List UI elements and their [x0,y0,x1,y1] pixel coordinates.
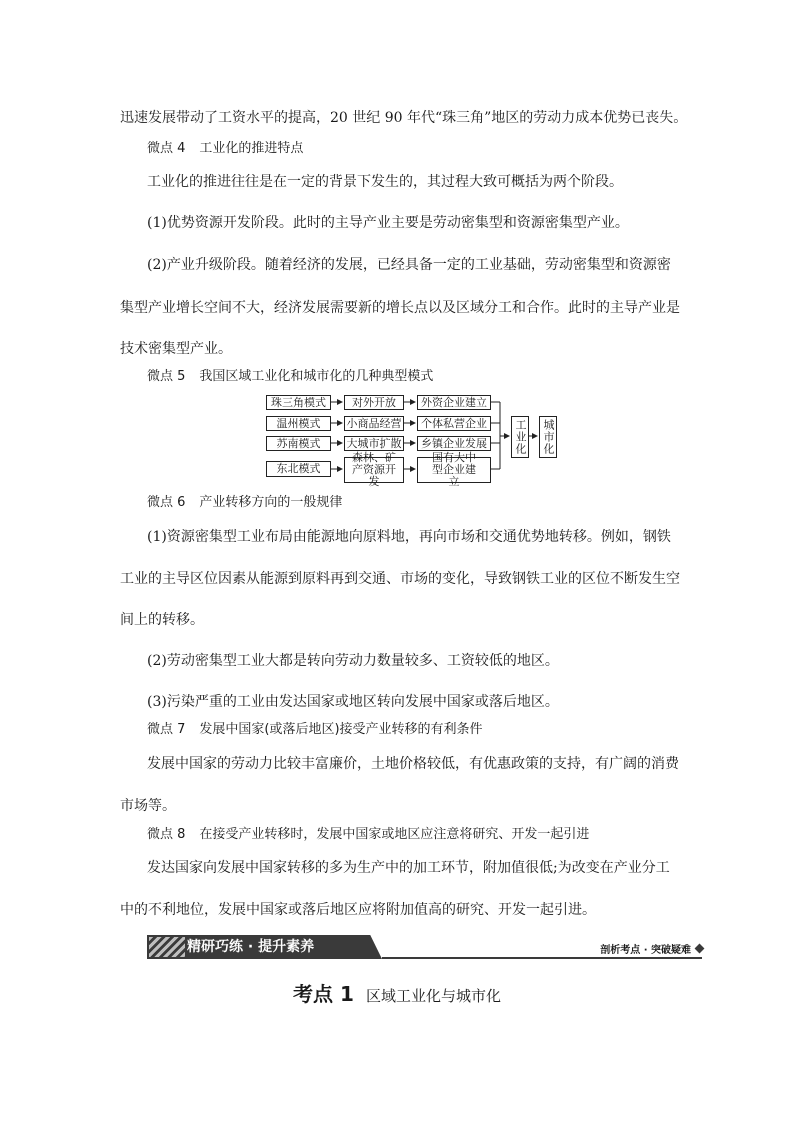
heading-number: 微点 6 [147,495,186,510]
heading-text: 发展中国家(或落后地区)接受产业转移的有利条件 [199,722,483,737]
result-box: 外资企业建立 [417,395,491,410]
paragraph: (1)资源密集型工业布局由能源地向原料地，再向市场和交通优势地转移。例如，钢铁 [147,529,671,545]
paragraph-continuation: 迅速发展带动了工资水平的提高，20 世纪 90 年代“珠三角”地区的劳动力成本优势已丧失。 [120,110,688,126]
heading-number: 微点 8 [147,827,186,842]
model-box-zhusanjiao: 珠三角模式 [266,395,331,410]
heading-text: 工业化的推进特点 [199,141,304,156]
model-box-sunan: 苏南模式 [266,436,331,451]
model-box-dongbei: 东北模式 [266,461,331,477]
heading-text: 我国区域工业化和城市化的几种典型模式 [199,369,434,384]
result-box: 个体私营企业 [417,416,491,431]
heading-point-5 [147,368,433,386]
driver-box: 小商品经营 [344,416,404,431]
paragraph: 中的不利地位，发展中国家或落后地区应将附加值高的研究、开发一起引进。 [120,902,596,918]
heading-text: 在接受产业转移时，发展中国家或地区应注意将研究、开发一起引进 [199,827,590,842]
result-box: 乡镇企业发展 [417,436,491,451]
section-banner [147,935,705,961]
paragraph: (1)优势资源开发阶段。此时的主导产业主要是劳动密集型和资源密集型产业。 [147,215,629,231]
model-box-wenzhou: 温州模式 [266,416,331,431]
paragraph: 发达国家向发展中国家转移的多为生产中的加工环节，附加值很低;为改变在产业分工 [147,860,670,876]
banner-title: 精研巧练 · 提升素养 [187,939,315,955]
diamond-icon [695,944,705,954]
banner-stripes-decoration [149,937,185,957]
stage-box-urbanization: 城市化 [539,416,557,458]
heading-point-8 [147,826,589,844]
driver-box: 森林、矿产资源开发 [344,457,404,483]
heading-number: 微点 5 [147,369,186,384]
paragraph: (3)污染严重的工业由发达国家或地区转向发展中国家或落后地区。 [147,694,559,710]
paragraph: 工业化的推进往往是在一定的背景下发生的，其过程大致可概括为两个阶段。 [147,174,623,190]
heading-text: 产业转移方向的一般规律 [199,495,343,510]
result-box: 国有大中型企业建立 [417,457,491,483]
banner-subtitle: 剖析考点 · 突破疑难 [600,945,691,956]
driver-box: 对外开放 [344,395,404,410]
paragraph: 技术密集型产业。 [120,341,232,357]
heading-number: 微点 7 [147,722,186,737]
kaodian-label: 考点 1 [293,982,354,1006]
paragraph: 间上的转移。 [120,612,204,628]
heading-point-4 [147,140,303,158]
banner-rule [382,957,702,959]
paragraph: 集型产业增长空间不大，经济发展需要新的增长点以及区域分工和合作。此时的主导产业是 [120,300,680,316]
paragraph: (2)产业升级阶段。随着经济的发展，已经具备一定的工业基础，劳动密集型和资源密 [147,257,671,273]
driver-box: 大城市扩散 [344,436,404,451]
paragraph: 工业的主导区位因素从能源到原料再到交通、市场的变化，导致钢铁工业的区位不断发生空 [120,571,680,587]
heading-number: 微点 4 [147,141,186,156]
stage-box-industrialization: 工业化 [511,416,529,458]
kaodian-heading [0,978,794,1007]
paragraph: 市场等。 [120,798,176,814]
paragraph: 发展中国家的劳动力比较丰富廉价，土地价格较低，有优惠政策的支持，有广阔的消费 [147,756,679,772]
heading-point-7 [147,721,483,739]
heading-point-6 [147,494,342,512]
kaodian-title: 区域工业化与城市化 [365,987,501,1005]
paragraph: (2)劳动密集型工业大都是转向劳动力数量较多、工资较低的地区。 [147,653,559,669]
